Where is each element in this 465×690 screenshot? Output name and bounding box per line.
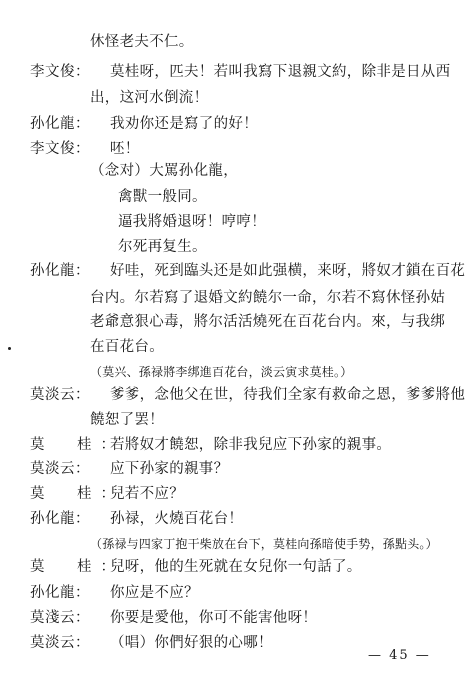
stage-direction: （孫禄与四家丁抱干柴放在台下，莫桂向孫暗使手势，孫點头。）: [90, 537, 438, 551]
line-text: 兒若不应？: [110, 486, 184, 502]
continuation-line: [90, 33, 194, 51]
speaker-name: 莫 桂：: [30, 437, 124, 453]
ink-blot: [8, 347, 11, 350]
continuation-line: [90, 313, 445, 331]
line-text: 好哇，死到臨头还是如此强横，来呀，將奴才鎖在百花: [110, 263, 465, 279]
line-text: 饒恕了罢！: [90, 412, 164, 428]
dialogue-line: [30, 140, 140, 158]
line-text: 呸！: [110, 141, 140, 157]
line-text: 莫桂呀，匹夫！若叫我寫下退親文約，除非是日从西: [110, 64, 451, 80]
dialogue-line: [30, 115, 258, 133]
continuation-line: [90, 338, 164, 356]
continuation-line: [90, 363, 352, 381]
line-text: 老爺意狠心毒，將尔活活燒死在百花台内。來，与我绑: [90, 314, 446, 330]
line-text: 出，这河水倒流！: [90, 90, 209, 106]
speaker-name: 孙化龍：: [30, 511, 90, 527]
line-text: 你要是愛他，你可不能害他呀！: [110, 610, 318, 626]
line-text: 尔死再复生。: [118, 239, 207, 255]
speaker-name: 李文俊：: [30, 141, 90, 157]
continuation-line: [118, 238, 207, 256]
dialogue-line: [30, 262, 465, 280]
continuation-line: [90, 411, 164, 429]
line-text: 逼我將婚退呀！哼哼！: [118, 214, 266, 230]
dialogue-line: [30, 510, 243, 528]
dialogue-line: [30, 63, 450, 81]
dialogue-line: [30, 609, 317, 627]
speaker-name: 孙化龍：: [30, 585, 90, 601]
line-text: 应下孙家的親事？: [110, 461, 229, 477]
dialogue-line: [30, 558, 362, 576]
dialogue-line: [30, 485, 184, 503]
continuation-line: [90, 89, 208, 107]
stage-direction: （莫兴、孫禄將李绑進百花台，淡云寅求莫桂。）: [90, 365, 353, 379]
line-text: 孙禄，火燒百花台！: [110, 511, 244, 527]
dialogue-line: [30, 386, 465, 404]
dialogue-line: [30, 634, 273, 652]
speaker-name: 莫 桂：: [30, 486, 124, 502]
line-text: （念对）大罵孙化龍，: [90, 163, 238, 179]
line-text: 兒呀，他的生死就在女兒你一句話了。: [110, 559, 362, 575]
continuation-line: [90, 289, 445, 307]
line-text: 在百花台。: [90, 339, 164, 355]
continuation-line: [118, 213, 266, 231]
speaker-name: 莫 桂：: [30, 559, 124, 575]
line-text: 台内。尔若寫了退婚文約饒尔一命，尔若不寫休怪孙姑: [90, 290, 446, 306]
speaker-name: 孙化龍：: [30, 263, 90, 279]
line-text: 爹爹，念他父在世，待我们全家有救命之恩，爹爹將他: [110, 387, 465, 403]
speaker-name: 莫淡云：: [30, 461, 90, 477]
line-text: （唱）你們好狠的心哪！: [110, 635, 273, 651]
speaker-name: 李文俊：: [30, 64, 90, 80]
speaker-name: 莫淺云：: [30, 610, 90, 626]
page-number: — 45 —: [368, 648, 431, 663]
continuation-line: [90, 162, 238, 180]
line-text: 若將奴才饒恕，除非我兒应下孙家的親事。: [110, 437, 392, 453]
continuation-line: [118, 188, 207, 206]
dialogue-line: [30, 436, 391, 454]
line-text: 你应是不应？: [110, 585, 199, 601]
line-text: 我劝你还是寫了的好！: [110, 116, 258, 132]
speaker-name: 莫淡云：: [30, 387, 90, 403]
line-text: 休怪老夫不仁。: [90, 34, 194, 50]
speaker-name: 莫淡云：: [30, 635, 90, 651]
dialogue-line: [30, 584, 199, 602]
continuation-line: [90, 535, 438, 553]
dialogue-line: [30, 460, 228, 478]
speaker-name: 孙化龍：: [30, 116, 90, 132]
line-text: 禽獸一般同。: [118, 189, 207, 205]
